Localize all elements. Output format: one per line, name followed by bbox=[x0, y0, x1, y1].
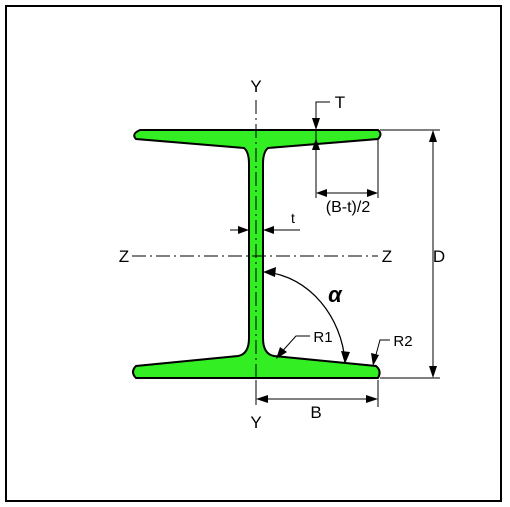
flange-thickness-label: T bbox=[334, 93, 346, 112]
angle-label: α bbox=[328, 282, 342, 307]
root-radius-label: R1 bbox=[313, 329, 333, 346]
axis-z-left-label: Z bbox=[118, 247, 130, 266]
web-thickness-label: t bbox=[291, 210, 295, 226]
depth-label: D bbox=[432, 247, 446, 266]
axis-z-right-label: Z bbox=[381, 247, 393, 266]
axis-y-bottom-label: Y bbox=[250, 413, 262, 432]
toe-radius-label: R2 bbox=[393, 333, 413, 350]
axis-y-top-label: Y bbox=[250, 77, 262, 96]
width-label: B bbox=[310, 403, 322, 422]
flange-outstand-label: (B-t)/2 bbox=[325, 199, 371, 216]
